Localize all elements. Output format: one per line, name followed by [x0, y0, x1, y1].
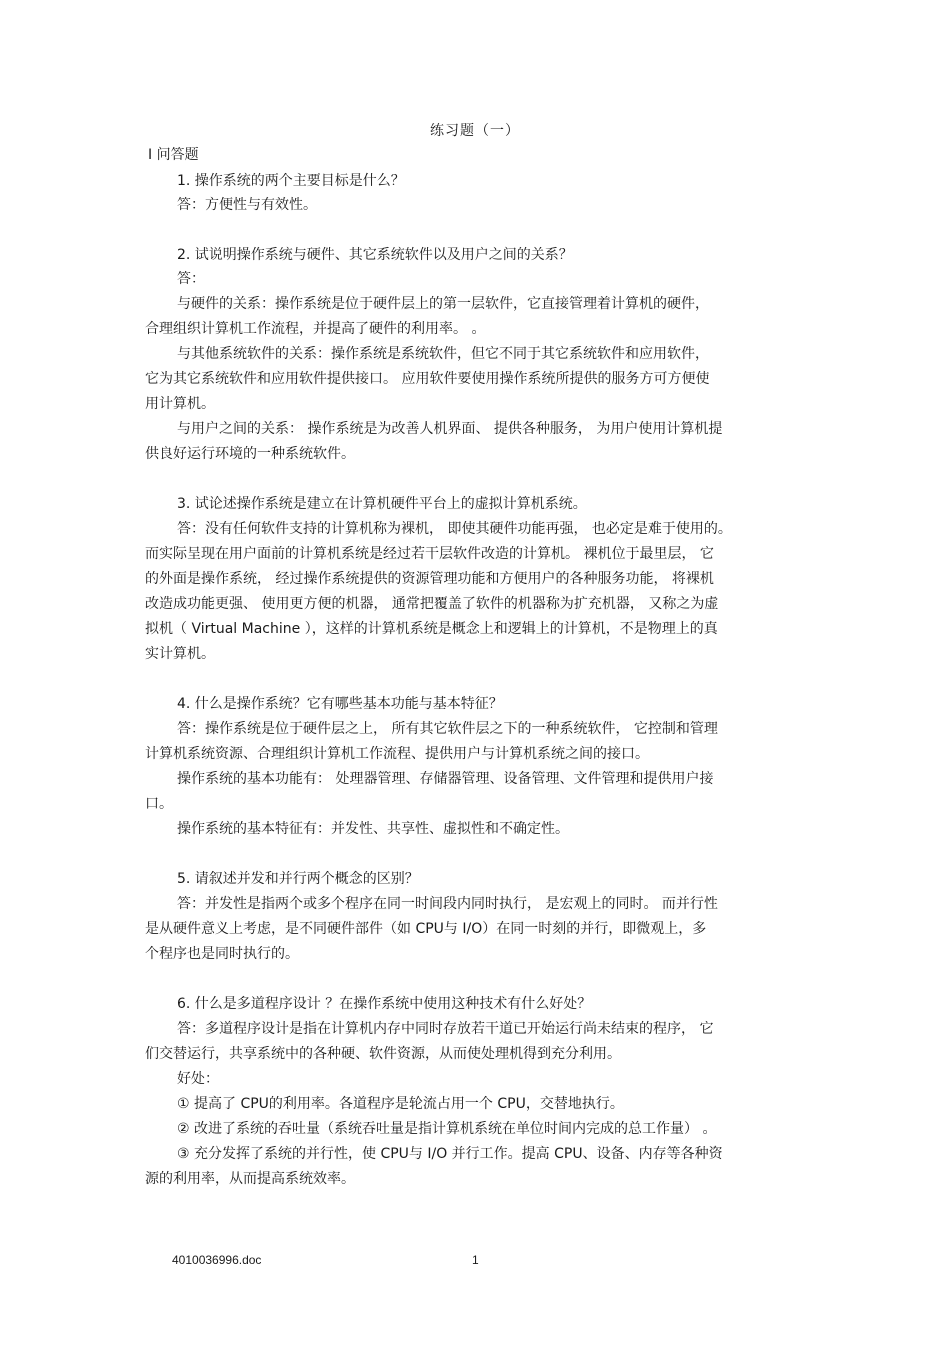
answer-4-text: 口。	[145, 796, 173, 812]
answer-2-text: 合理组织计算机工作流程，并提高了硬件的利用率。 。	[145, 321, 486, 337]
answer-4-text: 计算机系统资源、合理组织计算机工作流程、提供用户与计算机系统之间的接口。	[145, 746, 649, 762]
question-6: 6. 什么是多道程序设计 ？在操作系统中使用这种技术有什么好处？	[177, 996, 592, 1012]
page-title: 练习题（一）	[430, 123, 520, 139]
answer-5-text: 个程序也是同时执行的。	[145, 946, 299, 962]
answer-3-text: 的外面是操作系统， 经过操作系统提供的资源管理功能和方便用户的各种服务功能， 将裸机	[145, 571, 714, 587]
answer-3-text: 改造成功能更强、 使用更方便的机器， 通常把覆盖了软件的机器称为扩充机器， 又称之为虚	[145, 596, 719, 612]
answer-6-benefit: ③ 充分发挥了系统的并行性，使 CPU与 I/O 并行工作。提高 CPU、设备、内存等各种资	[177, 1146, 723, 1162]
answer-2-label: 答：	[177, 271, 205, 287]
question-4: 4. 什么是操作系统？它有哪些基本功能与基本特征？	[177, 696, 503, 712]
answer-3-text: 拟机（ Virtual Machine ），这样的计算机系统是概念上和逻辑上的计算机，不是物理上的真	[145, 621, 718, 637]
answer-3-text: 实计算机。	[145, 646, 215, 662]
answer-2-text: 与硬件的关系：操作系统是位于硬件层上的第一层软件，它直接管理着计算机的硬件，	[177, 296, 709, 312]
answer-6-benefit: ② 改进了系统的吞吐量（系统吞吐量是指计算机系统在单位时间内完成的总工作量） 。	[177, 1121, 717, 1137]
answer-3-text: 而实际呈现在用户面前的计算机系统是经过若干层软件改造的计算机。 裸机位于最里层， 它	[145, 546, 714, 562]
answer-5-text: 答：并发性是指两个或多个程序在同一时间段内同时执行， 是宏观上的同时。 而并行性	[177, 896, 718, 912]
answer-6-text: 们交替运行，共享系统中的各种硬、软件资源，从而使处理机得到充分利用。	[145, 1046, 621, 1062]
answer-6-text: 好处：	[177, 1071, 219, 1087]
answer-4-text: 答：操作系统是位于硬件层之上， 所有其它软件层之下的一种系统软件， 它控制和管理	[177, 721, 718, 737]
question-3: 3. 试论述操作系统是建立在计算机硬件平台上的虚拟计算机系统。	[177, 496, 587, 512]
answer-2-text: 与用户之间的关系： 操作系统是为改善人机界面、 提供各种服务， 为用户使用计算机提	[177, 421, 723, 437]
answer-6-text: 源的利用率，从而提高系统效率。	[145, 1171, 355, 1187]
question-2: 2. 试说明操作系统与硬件、其它系统软件以及用户之间的关系？	[177, 247, 573, 263]
answer-1: 答：方便性与有效性。	[177, 197, 317, 213]
answer-2-text: 与其他系统软件的关系：操作系统是系统软件，但它不同于其它系统软件和应用软件，	[177, 346, 709, 362]
answer-4-text: 操作系统的基本功能有： 处理器管理、存储器管理、设备管理、文件管理和提供用户接	[177, 771, 714, 787]
answer-5-text: 是从硬件意义上考虑，是不同硬件部件（如 CPU与 I/O）在同一时刻的并行，即微观上，多	[145, 921, 707, 937]
footer-filename: 4010036996.doc	[172, 1253, 262, 1267]
footer-page-number: 1	[472, 1253, 479, 1267]
answer-2-text: 它为其它系统软件和应用软件提供接口。 应用软件要使用操作系统所提供的服务方可方便使	[145, 371, 710, 387]
answer-2-text: 用计算机。	[145, 396, 215, 412]
question-1: 1. 操作系统的两个主要目标是什么？	[177, 173, 405, 189]
answer-2-text: 供良好运行环境的一种系统软件。	[145, 446, 355, 462]
answer-4-text: 操作系统的基本特征有：并发性、共享性、虚拟性和不确定性。	[177, 821, 569, 837]
section-heading: Ⅰ 问答题	[148, 147, 199, 163]
answer-6-benefit: ① 提高了 CPU的利用率。各道程序是轮流占用一个 CPU，交替地执行。	[177, 1096, 624, 1112]
question-5: 5. 请叙述并发和并行两个概念的区别？	[177, 871, 419, 887]
answer-6-text: 答：多道程序设计是指在计算机内存中同时存放若干道已开始运行尚未结束的程序， 它	[177, 1021, 714, 1037]
answer-3-text: 答：没有任何软件支持的计算机称为裸机， 即使其硬件功能再强， 也必定是难于使用的。	[177, 521, 732, 537]
